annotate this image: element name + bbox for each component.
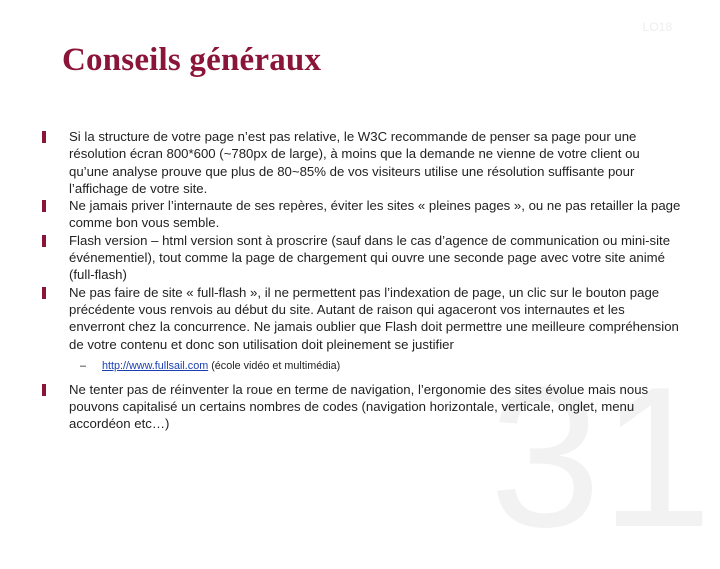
bullet-marker-icon bbox=[42, 131, 46, 143]
bullet-text: Ne jamais priver l’internaute de ses repères, éviter les sites « pleines pages », ou ne pas retailler la page comme bon vous semble. bbox=[69, 198, 681, 231]
sub-bullet-dash: – bbox=[80, 359, 87, 372]
bullet-marker-icon bbox=[42, 384, 46, 396]
bullet-text: Ne pas faire de site « full-flash », il ne permettent pas l’indexation de page, un clic sur le bouton page précédente vous renvois au début du site. Autant de raison qui agaceront vos internautes et les enverront chez la concurrence. Ne jamais oublier que Flash doit permettre une meilleure compréhension de votre contenu et donc son utilisation doit pleinement se justifier bbox=[69, 284, 679, 352]
bullet-item bbox=[42, 128, 682, 197]
bullet-item bbox=[42, 284, 682, 353]
slide-title: Conseils généraux bbox=[62, 42, 322, 78]
bullet-marker-icon bbox=[42, 200, 46, 212]
slide-number: 31 bbox=[489, 346, 712, 569]
bullet-marker-icon bbox=[42, 235, 46, 247]
fullsail-link[interactable]: http://www.fullsail.com bbox=[102, 359, 209, 372]
bullet-item bbox=[42, 197, 682, 232]
bullet-text: Flash version – html version sont à proscrire (sauf dans le cas d’agence de communication ou mini-site événementiel), tout comme la page de chargement qui ouvre une seconde page avec votre site animé (full-flash) bbox=[69, 232, 671, 283]
bullet-marker-icon bbox=[42, 287, 46, 299]
bullet-item bbox=[42, 381, 682, 433]
sub-bullet-item bbox=[42, 359, 682, 373]
bullet-item bbox=[42, 232, 682, 284]
bullet-text: Si la structure de votre page n’est pas relative, le W3C recommande de penser sa page pour une résolution écran 800*600 (~780px de large), à moins que la demande ne vienne de votre client ou qu’une analyse prouve que plus de 80~85% de vos visiteurs utilise une résolution suffisante pour l’affichage de votre site. bbox=[69, 129, 640, 196]
course-code: LO18 bbox=[642, 20, 672, 34]
sub-bullet-note: (école vidéo et multimédia) bbox=[208, 359, 341, 372]
bullet-text: Ne tenter pas de réinventer la roue en terme de navigation, l’ergonomie des sites évolue mais nous pouvons capitalisé un certains nombres de codes (navigation horizontale, verticale, onglet, menu accordéon etc…) bbox=[69, 381, 649, 432]
bullet-list bbox=[42, 128, 682, 433]
